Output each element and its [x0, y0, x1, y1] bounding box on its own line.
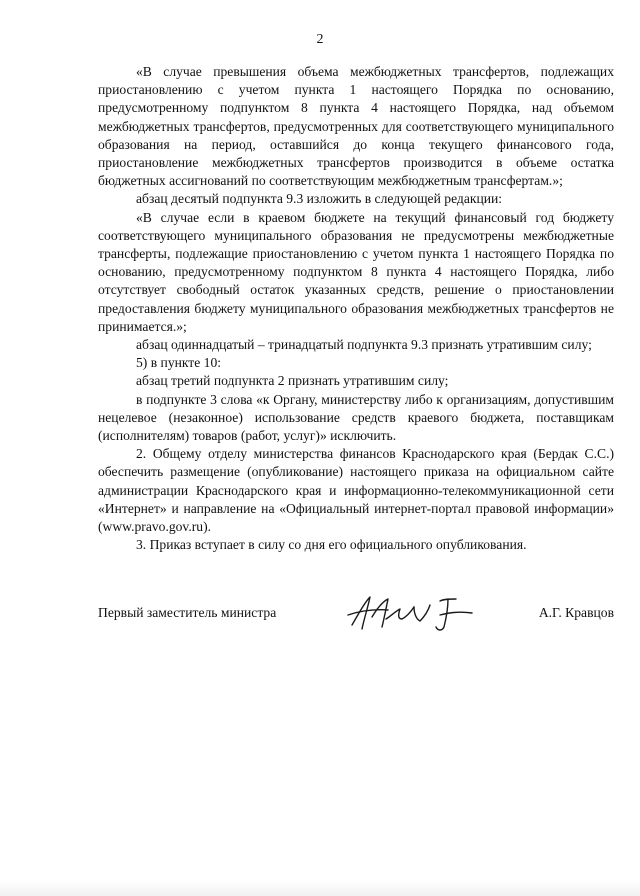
paragraph: 3. Приказ вступает в силу со дня его официального опубликования.	[136, 537, 527, 553]
paragraph: «В случае если в краевом бюджете на текущий финансовый год бюджету соответствующего муниципального образования не предусмотрены межбюджетные трансферты, подлежащие приостановлению с учетом пункта 1 настоящего Порядка по основанию, предусмотренному подпунктом 8 пункта 4 настоящего Порядка, либо отсутствует свободный остаток указанных средств, решение о приостановлении предоставления бюджету муниципального образования межбюджетных трансфертов не принимается.»;	[98, 209, 614, 334]
paragraph: абзац третий подпункта 2 признать утратившим силу;	[136, 373, 449, 389]
paragraph: в подпункте 3 слова «к Органу, министерству либо к организациям, допустившим нецелевое (незаконное) использование средств краевого бюджета, поставщикам (исполнителям) товаров (работ, услуг)» исключить.	[98, 391, 614, 444]
signatory-name: А.Г. Кравцов	[538, 605, 614, 620]
paragraph: 2. Общему отделу министерства финансов Краснодарского края (Бердак С.С.) обеспечить размещение (опубликование) настоящего приказа на официальном сайте администрации Краснодарского края и информационно-телекоммуникационной сети «Интернет» и направление на «Официальный интернет-портал правовой информации» (www.pravo.gov.ru).	[98, 446, 614, 535]
signatory-position: Первый заместитель министра	[98, 605, 277, 620]
document-body	[98, 63, 614, 554]
paragraph: «В случае превышения объема межбюджетных трансфертов, подлежащих приостановлению с учетом пункта 1 настоящего Порядка по основанию, предусмотренному подпунктом 8 пункта 4 настоящего Порядка, над объемом межбюджетных трансфертов, предусмотренных для соответствующего муниципального образования на период, оставшийся до конца текущего финансового года, приостановление межбюджетных трансфертов производится в объеме остатка бюджетных ассигнований по соответствующим межбюджетным трансфертам.»;	[98, 64, 614, 189]
paragraph: абзац одиннадцатый – тринадцатый подпункта 9.3 признать утратившим силу;	[136, 337, 592, 353]
handwritten-signature	[344, 589, 484, 635]
page-bottom-edge	[0, 880, 640, 896]
paragraph: 5) в пункте 10:	[136, 355, 222, 371]
paragraph: абзац десятый подпункта 9.3 изложить в следующей редакции:	[136, 191, 503, 207]
signature-block	[98, 597, 614, 637]
page-number: 2	[316, 32, 324, 47]
